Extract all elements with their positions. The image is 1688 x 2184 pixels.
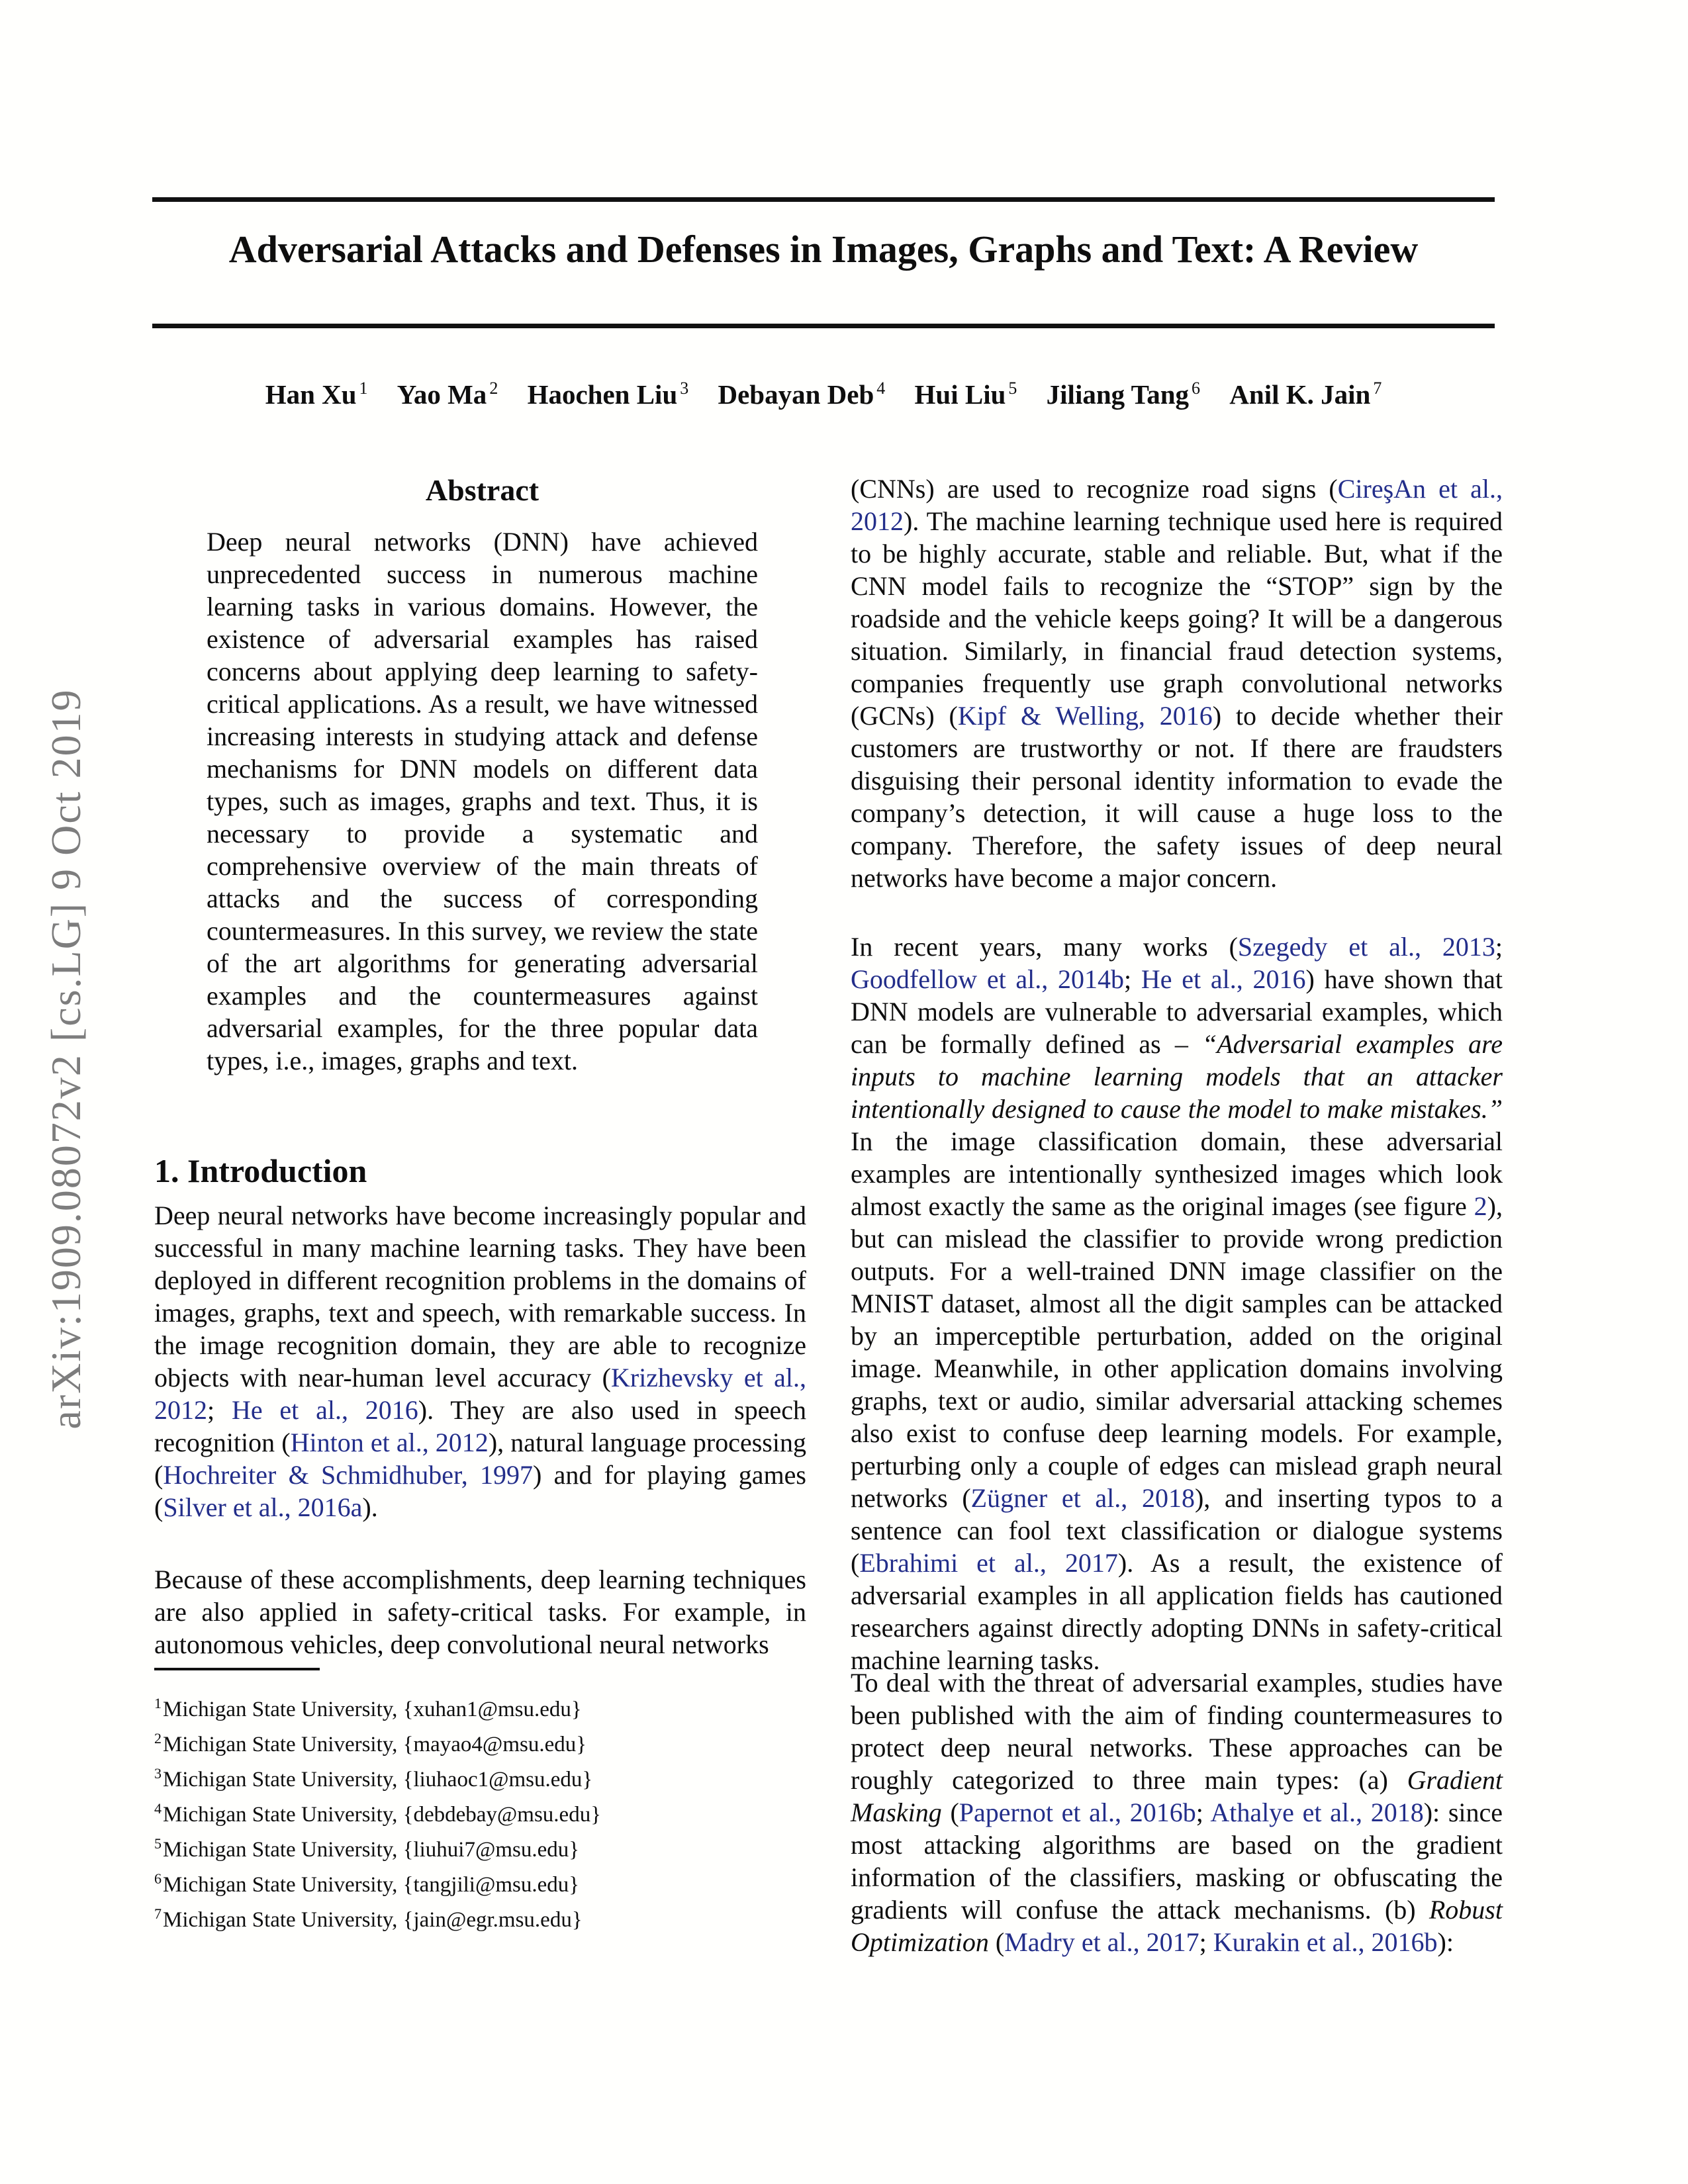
text-segment: In recent years, many works ( xyxy=(851,932,1238,962)
abstract-body: Deep neural networks (DNN) have achieved unprecedented success in numerous machine learning tasks in various domains. However, the existence of adversarial examples has raised concerns about applying deep learning to safety-critical applications. As a result, we have witnessed increasing interests in studying attack and defense mechanisms for DNN models on different data types, such as images, graphs and text. Thus, it is necessary to provide a systematic and comprehensive overview of the main threats of attacks and the success of corresponding countermeasures. In this survey, we review the state of the art algorithms for generating adversarial examples and the countermeasures against adversarial examples, for the three popular data types, i.e., images, graphs and text. xyxy=(207,527,758,1075)
footnote-text: Michigan State University, {mayao4@msu.edu} xyxy=(163,1733,587,1756)
footnote-item xyxy=(154,1689,806,1724)
citation-link[interactable]: Szegedy et al., 2013 xyxy=(1237,932,1495,962)
text-segment: ): since most attacking algorithms are based on the gradient information of the classifiers, masking or obfuscating the gradients will confuse the attack mechanisms. (b) xyxy=(851,1797,1503,1925)
footnote-item xyxy=(154,1724,806,1759)
author xyxy=(528,379,689,410)
citation-link[interactable]: Hochreiter & Schmidhuber, 1997 xyxy=(163,1460,533,1490)
text-segment: ), natural language processing ( xyxy=(154,1428,806,1490)
footnote-superscript: 7 xyxy=(154,1905,162,1922)
footnote-superscript: 4 xyxy=(154,1800,162,1817)
citation-link[interactable]: Silver et al., 2016a xyxy=(163,1492,363,1522)
author xyxy=(397,379,498,410)
citation-link[interactable]: CireşAn et al., 2012 xyxy=(851,474,1503,536)
title-rule-top xyxy=(152,197,1495,202)
text-segment: ) and for playing games ( xyxy=(154,1460,806,1522)
footnote-superscript: 5 xyxy=(154,1835,162,1852)
text-segment: ) have shown that DNN models are vulnerable to adversarial examples, which can be formally defined as – xyxy=(851,964,1503,1059)
footnote-item xyxy=(154,1899,806,1934)
author-superscript: 7 xyxy=(1373,379,1382,398)
emphasized-text: Robust Optimization xyxy=(851,1895,1503,1957)
text-segment: ), but can mislead the classifier to provide wrong prediction outputs. For a well-trained DNN image classifier on the MNIST dataset, almost all the digit samples can be attacked by an imperceptible perturbation, added on the original image. Meanwhile, in other application domains involving graphs, text or audio, similar adversarial attacking schemes also exist to confuse deep learning models. For example, perturbing only a couple of edges can mislead graph neural networks ( xyxy=(851,1191,1503,1513)
author-superscript: 3 xyxy=(680,379,689,398)
footnote-item xyxy=(154,1759,806,1794)
footnote-text: Michigan State University, {debdebay@msu.edu} xyxy=(163,1803,602,1827)
author-superscript: 4 xyxy=(876,379,886,398)
body-paragraph-cnn-road-signs xyxy=(851,473,1503,894)
footnote-text: Michigan State University, {tangjili@msu.edu} xyxy=(163,1873,580,1897)
section-heading-introduction: 1. Introduction xyxy=(154,1152,367,1189)
footnote-item xyxy=(154,1864,806,1899)
citation-link[interactable]: Athalye et al., 2018 xyxy=(1210,1797,1424,1827)
footnote-text: Michigan State University, {liuhaoc1@msu.edu} xyxy=(163,1768,593,1792)
author-superscript: 5 xyxy=(1008,379,1017,398)
intro-paragraph-2 xyxy=(154,1563,806,1661)
footnote-block xyxy=(154,1689,806,1934)
title-rule-bottom xyxy=(152,324,1495,328)
footnote-text: Michigan State University, {jain@egr.msu.edu} xyxy=(163,1908,583,1932)
citation-link[interactable]: Ebrahimi et al., 2017 xyxy=(859,1548,1118,1578)
text-segment: To deal with the threat of adversarial examples, studies have been published with the aim of finding countermeasures to protect deep neural networks. These approaches can be roughly categorized to three main types: (a) xyxy=(851,1668,1503,1795)
author-name: Anil K. Jain xyxy=(1229,379,1371,410)
text-segment: ) to decide whether their customers are trustworthy or not. If there are fraudsters disguising their personal identity information to evade the company’s detection, it will cause a huge loss to the company. Therefore, the safety issues of deep neural networks have become a major concern. xyxy=(851,701,1503,893)
emphasized-text: “Adversarial examples are inputs to machine learning models that an attacker intentionally designed to cause the model to make mistakes.” xyxy=(851,1029,1503,1124)
citation-link[interactable]: Hinton et al., 2012 xyxy=(290,1428,489,1457)
author-name: Haochen Liu xyxy=(527,379,678,410)
citation-link[interactable]: 2 xyxy=(1474,1191,1487,1221)
text-segment: ; xyxy=(207,1395,232,1425)
text-segment: ( xyxy=(988,1927,1005,1957)
author-list xyxy=(152,379,1495,410)
footnote-superscript: 6 xyxy=(154,1870,162,1887)
author xyxy=(265,379,368,410)
footnote-superscript: 3 xyxy=(154,1765,162,1782)
author xyxy=(1047,379,1200,410)
author-name: Han Xu xyxy=(265,379,357,410)
citation-link[interactable]: He et al., 2016 xyxy=(231,1395,418,1425)
author xyxy=(915,379,1017,410)
footnote-text: Michigan State University, {xuhan1@msu.edu} xyxy=(163,1698,582,1721)
text-segment: ; xyxy=(1124,964,1141,994)
citation-link[interactable]: Krizhevsky et al., 2012 xyxy=(154,1363,806,1425)
text-segment: ). As a result, the existence of adversarial examples in all application fields has cautioned researchers against directly adopting DNNs in safety-critical machine learning tasks. xyxy=(851,1548,1503,1675)
citation-link[interactable]: Zügner et al., 2018 xyxy=(970,1483,1195,1513)
body-paragraph-countermeasures xyxy=(851,1666,1503,1958)
text-segment: In the image classification domain, these adversarial examples are intentionally synthesized images which look almost exactly the same as the original images (see figure xyxy=(851,1126,1503,1221)
text-segment: ; xyxy=(1495,932,1503,962)
text-segment: ; xyxy=(1196,1797,1211,1827)
author-name: Jiliang Tang xyxy=(1046,379,1190,410)
text-segment: ). They are also used in speech recognition ( xyxy=(154,1395,807,1457)
author-superscript: 2 xyxy=(489,379,498,398)
citation-link[interactable]: Kipf & Welling, 2016 xyxy=(957,701,1213,731)
author xyxy=(718,379,886,410)
text-segment: ). The machine learning technique used here is required to be highly accurate, stable and reliable. But, what if the CNN model fails to recognize the “STOP” sign by the roadside and the vehicle keeps going? It will be a dangerous situation. Similarly, in financial fraud detection systems, companies frequently use graph convolutional networks (GCNs) ( xyxy=(851,506,1503,731)
author-superscript: 1 xyxy=(359,379,368,398)
text-segment: Because of these accomplishments, deep learning techniques are also applied in safety-critical tasks. For example, in autonomous vehicles, deep convolutional neural networks xyxy=(154,1565,806,1659)
author-superscript: 6 xyxy=(1192,379,1201,398)
footnote-superscript: 2 xyxy=(154,1730,162,1747)
footnote-text: Michigan State University, {liuhui7@msu.edu} xyxy=(163,1838,580,1862)
author-name: Yao Ma xyxy=(397,379,487,410)
citation-link[interactable]: Papernot et al., 2016b xyxy=(959,1797,1196,1827)
intro-paragraph-1 xyxy=(154,1199,806,1524)
paper-title: Adversarial Attacks and Defenses in Images, Graphs and Text: A Review xyxy=(228,228,1419,271)
citation-link[interactable]: He et al., 2016 xyxy=(1141,964,1306,994)
text-segment: ; xyxy=(1199,1927,1213,1957)
footnote-superscript: 1 xyxy=(154,1695,162,1711)
text-segment: (CNNs) are used to recognize road signs ( xyxy=(851,474,1338,504)
body-paragraph-adversarial-examples xyxy=(851,931,1503,1676)
author-name: Hui Liu xyxy=(914,379,1006,410)
text-segment: ), and inserting typos to a sentence can fool text classification or dialogue systems ( xyxy=(851,1483,1503,1578)
citation-link[interactable]: Kurakin et al., 2016b xyxy=(1213,1927,1438,1957)
text-segment: ( xyxy=(941,1797,959,1827)
arxiv-watermark: arXiv:1909.08072v2 [cs.LG] 9 Oct 2019 xyxy=(42,688,89,1430)
text-segment: ): xyxy=(1437,1927,1454,1957)
author xyxy=(1229,379,1382,410)
footnote-item xyxy=(154,1829,806,1864)
text-segment: Deep neural networks have become increasingly popular and successful in many machine learning tasks. They have been deployed in different recognition problems in the domains of images, graphs, text and speech, with remarkable success. In the image recognition domain, they are able to recognize objects with near-human level accuracy ( xyxy=(154,1201,806,1392)
footnote-item xyxy=(154,1794,806,1829)
abstract-heading: Abstract xyxy=(425,473,539,507)
author-name: Debayan Deb xyxy=(718,379,874,410)
text-segment: ). xyxy=(362,1492,378,1522)
emphasized-text: Gradient Masking xyxy=(851,1765,1503,1827)
citation-link[interactable]: Goodfellow et al., 2014b xyxy=(851,964,1125,994)
citation-link[interactable]: Madry et al., 2017 xyxy=(1004,1927,1199,1957)
footnote-rule xyxy=(154,1668,320,1670)
